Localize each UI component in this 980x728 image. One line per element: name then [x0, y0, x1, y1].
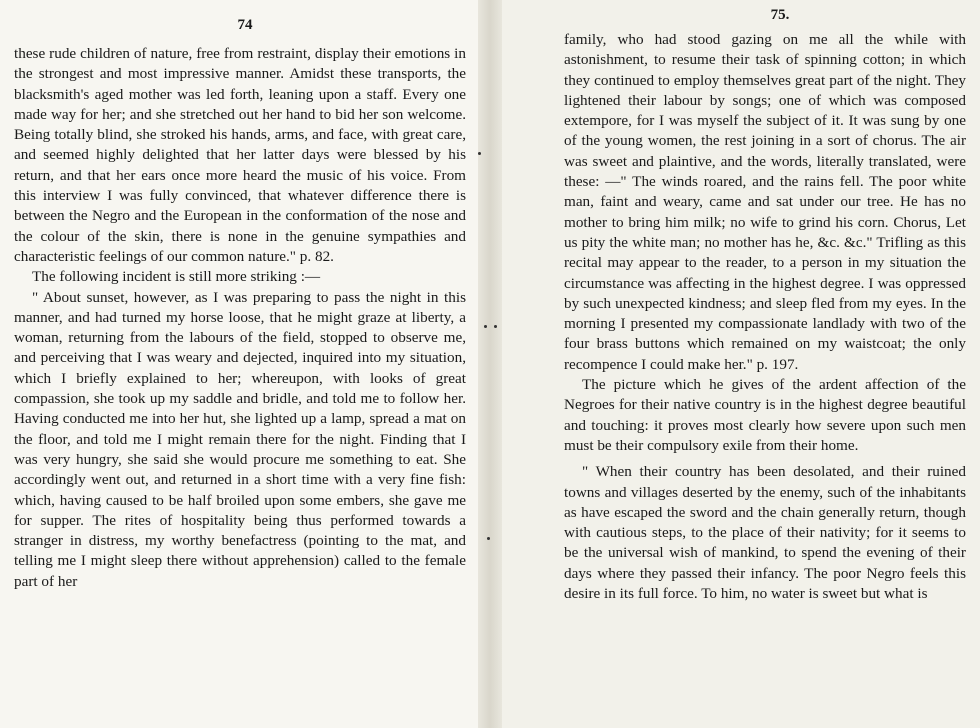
page-number-right: 75.: [770, 7, 790, 23]
paragraph: " About sunset, however, as I was preparing to pass the night in this manner, and had turned my horse loose, that he might graze at liberty, a woman, returning from the labours of the field, stopped to observe me, and perceiving that I was weary and dejected, inquired into my situation, which I briefly explained to her; whereupon, with looks of great compassion, she took up my saddle and bridle, and told me to follow her. Having conducted me into her hut, she lighted up a lamp, spread a mat on the floor, and told me I might remain there for the night. Finding that I was very hungry, she said she would procure me something to eat. She accordingly went out, and returned in a short time with a very fine fish: which, having caused to be half broiled upon some embers, she gave me for supper. The rites of hospitality being thus performed towards a stranger in distress, my worthy benefactress (pointing to the mat, and telling me I might sleep there without apprehension) called to the female part of her: [14, 288, 466, 590]
left-page: [0, 0, 478, 728]
specks: [484, 325, 487, 328]
paragraph: these rude children of nature, free from restraint, display their emotions in the strongest and most impressive manner. Amidst these transports, the blacksmith's aged mother was led forth, leaning upon a staff. Every one made way for her; and she stretched out her hand to bid her son welcome. Being totally blind, she stroked his hands, arms, and face, with great care, and seemed highly delighted that her latter days were blessed by his return, and that her ears once more heard the music of his voice. From this interview I was fully convinced, that whatever difference there is between the Negro and the European in the conformation of the nose and the colour of the skin, there is none in the genuine sympathies and characteristic feelings of our common nature." p. 82.: [14, 45, 466, 265]
page-number-left: 74: [237, 17, 253, 33]
specks: [478, 152, 481, 155]
right-page-text: [564, 30, 966, 604]
right-page: [502, 0, 980, 728]
paragraph: " When their country has been desolated, and their ruined towns and villages deserted by the enemy, such of the inhabitants as have escaped the sword and the chain generally return, though with cautious steps, to the place of their nativity; for it seems to be the universal wish of mankind, to spend the evening of their days where they passed their infancy. The poor Negro feels this desire in its full force. To him, no water is sweet but what is: [564, 463, 966, 603]
paragraph: The following incident is still more striking :—: [32, 268, 321, 286]
specks: [494, 325, 497, 328]
paragraph: The picture which he gives of the ardent affection of the Negroes for their native country is in the highest degree beautiful and touching: it proves most clearly how severe upon such men must be their compulsory exile from their home.: [564, 376, 966, 454]
paragraph: family, who had stood gazing on me all the while with astonishment, to resume their task of spinning cotton; in which they continued to employ themselves great part of the night. They lightened their labour by songs; one of which was composed extempore, for I was myself the subject of it. It was sung by one of the young women, the rest joining in a sort of chorus. The air was sweet and plaintive, and the words, literally translated, were these: —" The winds roared, and the rains fell. The poor white man, faint and weary, came and sat under our tree. He has no mother to bring him milk; no wife to grind his corn. Chorus, Let us pity the white man; no mother has he, &c. &c." Trifling as this recital may appear to the reader, to a person in my situation the circumstance was affecting in the highest degree. I was oppressed by such unexpected kindness; and sleep fled from my eyes. In the morning I presented my compassionate landlady with two of the four brass buttons which remained on my waistcoat; the only recompence I could make her." p. 197.: [564, 31, 966, 373]
book-gutter: [478, 0, 502, 728]
specks: [487, 537, 490, 540]
left-page-text: [14, 44, 466, 592]
